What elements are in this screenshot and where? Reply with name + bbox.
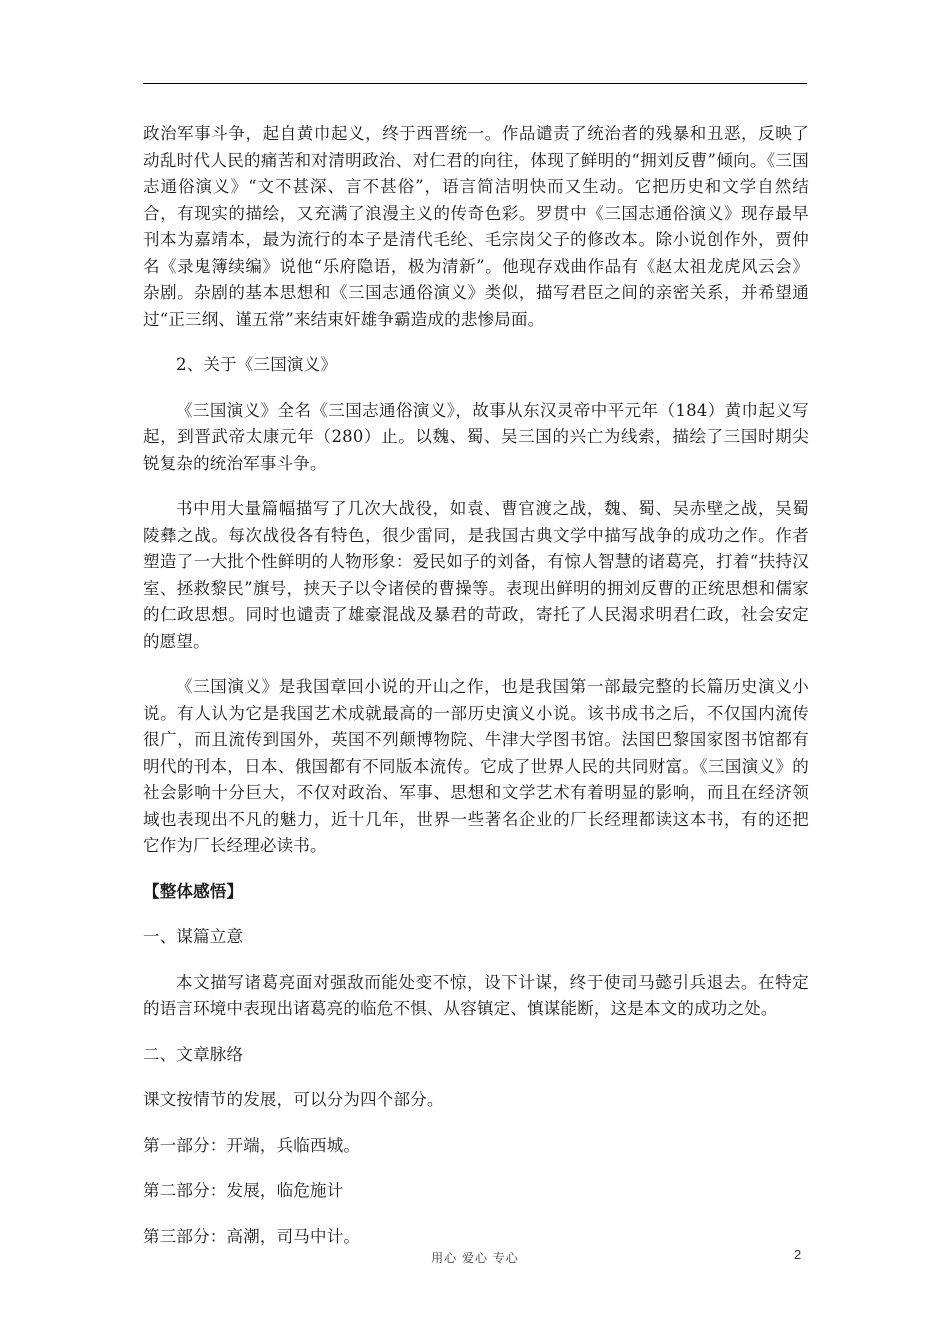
heading-overall-perception: 【整体感悟】 [143, 881, 244, 901]
paragraph-battles-characters: 书中用大量篇幅描写了几次大战役，如袁、曹官渡之战，魏、蜀、吴赤壁之战，吴蜀陵彝之战。每次战役各有特色，很少雷同，是我国古典文学中描写战争的成功之作。作者塑造了一大批个性鲜明的人物形象：爱民如子的刘备，有惊人智慧的诸葛亮，打着“扶持汉室、拯救黎民”旗号，挟天子以令诸侯的曹操等。表现出鲜明的拥刘反曹的正统思想和儒家的仁政思想。同时也谴责了雄豪混战及暴君的苛政，寄托了人民渴求明君仁政，社会安定的愿望。 [143, 499, 809, 651]
list-item-part-3: 第三部分：高潮，司马中计。 [143, 1226, 361, 1246]
document-body [143, 121, 809, 1250]
paragraph-historical-context: 政治军事斗争，起自黄巾起义，终于西晋统一。作品谴责了统治者的残暴和丑恶，反映了动乱时代人民的痛苦和对清明政治、对仁君的向往，体现了鲜明的“拥刘反曹”倾向。《三国志通俗演义》“文不甚深、言不甚俗”，语言简洁明快而又生动。它把历史和文学自然结合，有现实的描绘，又充满了浪漫主义的传奇色彩。罗贯中《三国志通俗演义》现存最早刊本为嘉靖本，最为流行的本子是清代毛纶、毛宗岗父子的修改本。除小说创作外，贾仲名《录鬼簿续编》说他“乐府隐语，极为清新”。他现存戏曲作品有《赵太祖龙虎风云会》杂剧。杂剧的基本思想和《三国志通俗演义》类似，描写君臣之间的亲密关系，并希望通过“正三纲、谨五常”来结束奸雄争霸造成的悲惨局面。 [143, 124, 809, 329]
list-item-part-1: 第一部分：开端，兵临西城。 [143, 1135, 361, 1155]
header-rule [143, 83, 807, 84]
paragraph-structure-intro: 课文按情节的发展，可以分为四个部分。 [143, 1090, 444, 1109]
list-item-part-2: 第二部分：发展，临危施计 [143, 1181, 344, 1200]
heading-structure: 二、文章脉络 [143, 1044, 244, 1064]
paragraph-full-title: 《三国演义》全名《三国志通俗演义》，故事从东汉灵帝中平元年（184）黄巾起义写起，到晋武帝太康元年（280）止。以魏、蜀、吴三国的兴亡为线索，描绘了三国时期尖锐复杂的统治军事斗争。 [143, 400, 809, 473]
paragraph-conception: 本文描写诸葛亮面对强敌而能处变不惊，设下计谋，终于使司马懿引兵退去。在特定的语言环境中表现出诸葛亮的临危不惧、从容镇定、慎谋能断，这是本文的成功之处。 [143, 972, 809, 1018]
page-number: 2 [794, 1247, 802, 1262]
paragraph-influence: 《三国演义》是我国章回小说的开山之作，也是我国第一部最完整的长篇历史演义小说。有人认为它是我国艺术成就最高的一部历史演义小说。该书成书之后，不仅国内流传很广，而且流传到国外，英国不列颠博物院、牛津大学图书馆。法国巴黎国家图书馆都有明代的刊本，日本、俄国都有不同版本流传。它成了世界人民的共同财富。《三国演义》的社会影响十分巨大，不仅对政治、军事、思想和文学艺术有着明显的影响，而且在经济领域也表现出不凡的魅力，近十几年，世界一些著名企业的厂长经理都读这本书，有的还把它作为厂长经理必读书。 [143, 677, 809, 855]
section-heading-about-sanguo: 2、关于《三国演义》 [176, 355, 337, 374]
heading-conception: 一、谋篇立意 [143, 927, 244, 946]
footer-motto: 用心 爱心 专心 [431, 1251, 519, 1265]
